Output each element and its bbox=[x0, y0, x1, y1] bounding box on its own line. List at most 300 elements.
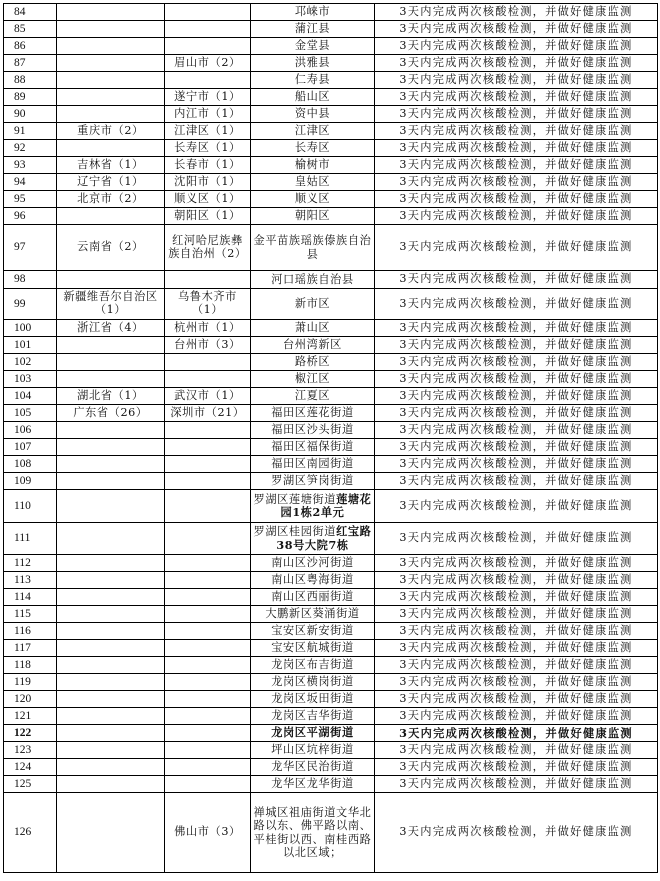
city-cell bbox=[165, 4, 251, 21]
district-cell-text: 罗湖区笋岗街道 bbox=[271, 474, 354, 488]
row-number-text: 86 bbox=[14, 39, 26, 52]
row-number bbox=[4, 589, 57, 606]
row-number-text: 103 bbox=[14, 372, 32, 385]
district-cell bbox=[251, 674, 375, 691]
city-cell-text: 武汉市（1） bbox=[174, 388, 241, 402]
measure-cell-text: 3天内完成两次核酸检测，并做好健康监测 bbox=[399, 272, 633, 286]
city-cell-text: 红河哈尼族彝族自治州（2） bbox=[168, 233, 247, 260]
city-cell bbox=[165, 225, 251, 271]
district-cell bbox=[251, 606, 375, 623]
district-cell bbox=[251, 320, 375, 337]
row-number bbox=[4, 157, 57, 174]
city-cell bbox=[165, 555, 251, 572]
row-number-text: 100 bbox=[14, 321, 32, 334]
measure-cell-text: 3天内完成两次核酸检测，并做好健康监测 bbox=[399, 572, 633, 586]
measure-cell bbox=[375, 640, 658, 657]
district-cell-text: 禅城区祖庙街道文华北路以东、佛平路以南、平桂街以西、南桂西路以北区域； bbox=[253, 805, 372, 859]
province-cell-text: 湖北省（1） bbox=[77, 388, 144, 402]
city-cell-text: 杭州市（1） bbox=[174, 320, 241, 334]
city-cell bbox=[165, 606, 251, 623]
row-number-text: 122 bbox=[14, 726, 32, 739]
province-cell bbox=[57, 725, 165, 742]
measure-cell bbox=[375, 55, 658, 72]
city-cell bbox=[165, 473, 251, 490]
row-number bbox=[4, 674, 57, 691]
row-number-text: 99 bbox=[14, 297, 26, 310]
table-row bbox=[4, 422, 658, 439]
province-cell bbox=[57, 708, 165, 725]
province-cell bbox=[57, 354, 165, 371]
measure-cell-text: 3天内完成两次核酸检测，并做好健康监测 bbox=[399, 691, 633, 705]
table-row bbox=[4, 674, 658, 691]
city-cell bbox=[165, 725, 251, 742]
district-cell bbox=[251, 793, 375, 873]
table-row bbox=[4, 606, 658, 623]
province-cell-text: 吉林省（1） bbox=[77, 157, 144, 171]
measure-cell bbox=[375, 523, 658, 555]
measure-cell bbox=[375, 422, 658, 439]
measure-cell bbox=[375, 89, 658, 106]
city-cell bbox=[165, 490, 251, 523]
measure-cell-text: 3天内完成两次核酸检测，并做好健康监测 bbox=[399, 371, 633, 385]
row-number bbox=[4, 422, 57, 439]
measure-cell-text: 3天内完成两次核酸检测，并做好健康监测 bbox=[399, 320, 633, 334]
city-cell bbox=[165, 289, 251, 320]
measure-cell-text: 3天内完成两次核酸检测，并做好健康监测 bbox=[399, 106, 633, 120]
row-number-text: 102 bbox=[14, 355, 32, 368]
district-cell-text: 萧山区 bbox=[294, 321, 331, 335]
city-cell bbox=[165, 456, 251, 473]
measure-cell bbox=[375, 742, 658, 759]
province-cell-text: 辽宁省（1） bbox=[77, 174, 144, 188]
row-number bbox=[4, 742, 57, 759]
district-cell bbox=[251, 422, 375, 439]
city-cell bbox=[165, 708, 251, 725]
district-cell-text: 龙岗区横岗街道 bbox=[271, 675, 354, 689]
district-cell-text: 皇姑区 bbox=[294, 175, 331, 189]
table-row bbox=[4, 157, 658, 174]
row-number-text: 106 bbox=[14, 423, 32, 436]
measure-cell bbox=[375, 320, 658, 337]
table-row bbox=[4, 388, 658, 405]
measure-cell bbox=[375, 354, 658, 371]
district-cell-text: 船山区 bbox=[294, 90, 331, 104]
city-cell bbox=[165, 523, 251, 555]
district-cell bbox=[251, 405, 375, 422]
row-number bbox=[4, 271, 57, 289]
table-row bbox=[4, 490, 658, 523]
measure-cell-text: 3天内完成两次核酸检测，并做好健康监测 bbox=[399, 725, 633, 740]
table-row bbox=[4, 289, 658, 320]
province-cell bbox=[57, 191, 165, 208]
province-cell bbox=[57, 106, 165, 123]
measure-cell-text: 3天内完成两次核酸检测，并做好健康监测 bbox=[399, 759, 633, 773]
measure-cell-text: 3天内完成两次核酸检测，并做好健康监测 bbox=[399, 89, 633, 103]
row-number-text: 109 bbox=[14, 474, 32, 487]
measure-cell bbox=[375, 691, 658, 708]
measure-cell-text: 3天内完成两次核酸检测，并做好健康监测 bbox=[399, 708, 633, 722]
measure-cell-text: 3天内完成两次核酸检测，并做好健康监测 bbox=[399, 191, 633, 205]
table-row bbox=[4, 589, 658, 606]
city-cell bbox=[165, 89, 251, 106]
measure-cell-text: 3天内完成两次核酸检测，并做好健康监测 bbox=[399, 657, 633, 671]
city-cell bbox=[165, 674, 251, 691]
district-cell-text: 南山区粤海街道 bbox=[271, 573, 354, 587]
province-cell bbox=[57, 225, 165, 271]
row-number-text: 123 bbox=[14, 743, 32, 756]
row-number-text: 93 bbox=[14, 158, 26, 171]
table-row bbox=[4, 708, 658, 725]
measure-cell bbox=[375, 140, 658, 157]
measure-cell-text: 3天内完成两次核酸检测，并做好健康监测 bbox=[399, 140, 633, 154]
city-cell bbox=[165, 271, 251, 289]
city-cell-text: 乌鲁木齐市（1） bbox=[178, 290, 237, 316]
province-cell bbox=[57, 337, 165, 354]
table-row bbox=[4, 657, 658, 674]
province-cell bbox=[57, 456, 165, 473]
district-cell-text: 江夏区 bbox=[294, 389, 331, 403]
province-cell bbox=[57, 208, 165, 225]
district-cell-text: 朝阳区 bbox=[294, 209, 331, 223]
measure-cell-text: 3天内完成两次核酸检测，并做好健康监测 bbox=[399, 674, 633, 688]
province-cell-text: 重庆市（2） bbox=[77, 123, 144, 137]
district-cell-text: 宝安区新安街道 bbox=[271, 624, 354, 638]
province-cell-text: 云南省（2） bbox=[77, 240, 144, 254]
district-cell-text: 台州湾新区 bbox=[283, 338, 342, 352]
measure-cell bbox=[375, 572, 658, 589]
row-number bbox=[4, 140, 57, 157]
measure-cell-text: 3天内完成两次核酸检测，并做好健康监测 bbox=[399, 531, 633, 545]
measure-cell-text: 3天内完成两次核酸检测，并做好健康监测 bbox=[399, 422, 633, 436]
table-row bbox=[4, 55, 658, 72]
row-number bbox=[4, 72, 57, 89]
measure-cell-text: 3天内完成两次核酸检测，并做好健康监测 bbox=[399, 72, 633, 86]
city-cell bbox=[165, 191, 251, 208]
province-cell bbox=[57, 572, 165, 589]
city-cell bbox=[165, 776, 251, 793]
row-number-text: 114 bbox=[14, 590, 31, 603]
row-number-text: 112 bbox=[14, 556, 31, 569]
district-cell-text: 龙岗区坂田街道 bbox=[271, 692, 354, 706]
table-row bbox=[4, 793, 658, 873]
measure-cell-text: 3天内完成两次核酸检测，并做好健康监测 bbox=[399, 208, 633, 222]
province-cell bbox=[57, 388, 165, 405]
measure-cell bbox=[375, 555, 658, 572]
row-number bbox=[4, 208, 57, 225]
row-number-text: 98 bbox=[14, 273, 26, 286]
table-row bbox=[4, 405, 658, 422]
measure-cell bbox=[375, 123, 658, 140]
table-row bbox=[4, 776, 658, 793]
measure-cell bbox=[375, 759, 658, 776]
measure-cell-text: 3天内完成两次核酸检测，并做好健康监测 bbox=[399, 4, 633, 18]
measure-cell-text: 3天内完成两次核酸检测，并做好健康监测 bbox=[399, 354, 633, 368]
district-cell-text: 邛崃市 bbox=[294, 5, 331, 19]
city-cell bbox=[165, 439, 251, 456]
measure-cell-text: 3天内完成两次核酸检测，并做好健康监测 bbox=[399, 240, 633, 254]
risk-area-table bbox=[3, 3, 658, 873]
province-cell bbox=[57, 4, 165, 21]
row-number-text: 105 bbox=[14, 406, 32, 419]
city-cell bbox=[165, 140, 251, 157]
city-cell bbox=[165, 572, 251, 589]
province-cell bbox=[57, 742, 165, 759]
district-cell bbox=[251, 623, 375, 640]
row-number bbox=[4, 320, 57, 337]
province-cell-text: 新疆维吾尔自治区（1） bbox=[63, 290, 158, 316]
city-cell bbox=[165, 388, 251, 405]
district-cell bbox=[251, 225, 375, 271]
row-number bbox=[4, 174, 57, 191]
measure-cell-text: 3天内完成两次核酸检测，并做好健康监测 bbox=[399, 405, 633, 419]
row-number bbox=[4, 21, 57, 38]
measure-cell bbox=[375, 657, 658, 674]
row-number-text: 111 bbox=[14, 532, 31, 545]
city-cell bbox=[165, 320, 251, 337]
row-number-text: 113 bbox=[14, 573, 31, 586]
district-cell-text: 福田区沙头街道 bbox=[271, 423, 354, 437]
district-cell-text: 福田区南园街道 bbox=[271, 457, 354, 471]
city-cell-text: 沈阳市（1） bbox=[174, 174, 241, 188]
city-cell bbox=[165, 174, 251, 191]
province-cell bbox=[57, 89, 165, 106]
row-number bbox=[4, 708, 57, 725]
measure-cell bbox=[375, 225, 658, 271]
district-cell bbox=[251, 55, 375, 72]
table-row bbox=[4, 623, 658, 640]
district-cell-text: 坪山区坑梓街道 bbox=[271, 743, 354, 757]
city-cell-text: 长春市（1） bbox=[174, 157, 241, 171]
district-cell-text: 龙岗区吉华街道 bbox=[271, 709, 354, 723]
row-number bbox=[4, 439, 57, 456]
city-cell-text: 遂宁市（1） bbox=[174, 89, 241, 103]
table-row bbox=[4, 555, 658, 572]
table-row bbox=[4, 742, 658, 759]
row-number bbox=[4, 89, 57, 106]
city-cell bbox=[165, 422, 251, 439]
district-cell bbox=[251, 21, 375, 38]
district-cell-text: 仁寿县 bbox=[294, 73, 331, 87]
district-cell bbox=[251, 776, 375, 793]
province-cell bbox=[57, 140, 165, 157]
row-number-text: 116 bbox=[14, 624, 31, 637]
city-cell-text: 台州市（3） bbox=[174, 337, 241, 351]
table-row bbox=[4, 140, 658, 157]
measure-cell-text: 3天内完成两次核酸检测，并做好健康监测 bbox=[399, 337, 633, 351]
measure-cell bbox=[375, 72, 658, 89]
row-number-text: 125 bbox=[14, 777, 32, 790]
row-number bbox=[4, 456, 57, 473]
row-number bbox=[4, 490, 57, 523]
district-cell bbox=[251, 271, 375, 289]
district-cell-text: 罗湖区莲塘街道 bbox=[253, 492, 337, 506]
city-cell-text: 内江市（1） bbox=[174, 106, 241, 120]
city-cell bbox=[165, 623, 251, 640]
province-cell bbox=[57, 405, 165, 422]
district-cell bbox=[251, 337, 375, 354]
measure-cell-text: 3天内完成两次核酸检测，并做好健康监测 bbox=[399, 55, 633, 69]
table-row bbox=[4, 21, 658, 38]
city-cell-text: 眉山市（2） bbox=[174, 55, 241, 69]
district-cell-text: 金平苗族瑶族傣族自治县 bbox=[253, 234, 372, 261]
province-cell bbox=[57, 640, 165, 657]
city-cell bbox=[165, 38, 251, 55]
row-number-text: 104 bbox=[14, 389, 32, 402]
row-number bbox=[4, 793, 57, 873]
province-cell bbox=[57, 123, 165, 140]
measure-cell-text: 3天内完成两次核酸检测，并做好健康监测 bbox=[399, 157, 633, 171]
district-cell bbox=[251, 123, 375, 140]
city-cell bbox=[165, 157, 251, 174]
row-number bbox=[4, 38, 57, 55]
city-cell-text: 佛山市（3） bbox=[174, 825, 241, 839]
district-cell-text: 长寿区 bbox=[294, 141, 331, 155]
city-cell bbox=[165, 354, 251, 371]
measure-cell bbox=[375, 405, 658, 422]
measure-cell bbox=[375, 490, 658, 523]
table-row bbox=[4, 4, 658, 21]
city-cell bbox=[165, 72, 251, 89]
district-cell-text: 榆树市 bbox=[294, 158, 331, 172]
row-number bbox=[4, 191, 57, 208]
measure-cell bbox=[375, 106, 658, 123]
province-cell bbox=[57, 271, 165, 289]
measure-cell bbox=[375, 725, 658, 742]
measure-cell bbox=[375, 473, 658, 490]
district-cell-text: 新市区 bbox=[294, 297, 331, 311]
table-row bbox=[4, 473, 658, 490]
province-cell bbox=[57, 589, 165, 606]
city-cell bbox=[165, 759, 251, 776]
province-cell bbox=[57, 674, 165, 691]
district-cell bbox=[251, 89, 375, 106]
row-number-text: 92 bbox=[14, 141, 26, 154]
district-cell bbox=[251, 439, 375, 456]
measure-cell-text: 3天内完成两次核酸检测，并做好健康监测 bbox=[399, 623, 633, 637]
city-cell bbox=[165, 371, 251, 388]
table-row bbox=[4, 208, 658, 225]
row-number bbox=[4, 725, 57, 742]
district-cell bbox=[251, 106, 375, 123]
row-number-text: 85 bbox=[14, 22, 26, 35]
city-cell bbox=[165, 337, 251, 354]
city-cell-text: 朝阳区（1） bbox=[174, 208, 241, 222]
table-row bbox=[4, 640, 658, 657]
district-cell bbox=[251, 708, 375, 725]
measure-cell-text: 3天内完成两次核酸检测，并做好健康监测 bbox=[399, 606, 633, 620]
district-cell-text: 路桥区 bbox=[294, 355, 331, 369]
province-cell-text: 浙江省（4） bbox=[77, 320, 144, 334]
measure-cell bbox=[375, 174, 658, 191]
table-row bbox=[4, 354, 658, 371]
measure-cell-text: 3天内完成两次核酸检测，并做好健康监测 bbox=[399, 473, 633, 487]
measure-cell-text: 3天内完成两次核酸检测，并做好健康监测 bbox=[399, 555, 633, 569]
district-cell bbox=[251, 174, 375, 191]
province-cell bbox=[57, 793, 165, 873]
district-cell-text: 罗湖区桂园街道 bbox=[253, 525, 337, 538]
province-cell bbox=[57, 776, 165, 793]
district-cell-text: 资中县 bbox=[294, 107, 331, 121]
row-number-text: 121 bbox=[14, 709, 32, 722]
district-cell-text: 龙岗区布吉街道 bbox=[271, 658, 354, 672]
district-cell-text: 椒江区 bbox=[294, 372, 331, 386]
province-cell bbox=[57, 174, 165, 191]
city-cell bbox=[165, 55, 251, 72]
row-number bbox=[4, 405, 57, 422]
province-cell bbox=[57, 320, 165, 337]
province-cell bbox=[57, 606, 165, 623]
district-cell bbox=[251, 289, 375, 320]
district-detail-bold: 莲塘花园1栋2单元 bbox=[280, 491, 372, 519]
measure-cell bbox=[375, 776, 658, 793]
district-cell-text: 金堂县 bbox=[294, 39, 331, 53]
measure-cell-text: 3天内完成两次核酸检测，并做好健康监测 bbox=[399, 21, 633, 35]
row-number bbox=[4, 523, 57, 555]
table-row bbox=[4, 271, 658, 289]
city-cell bbox=[165, 691, 251, 708]
measure-cell-text: 3天内完成两次核酸检测，并做好健康监测 bbox=[399, 388, 633, 402]
city-cell bbox=[165, 793, 251, 873]
row-number-text: 108 bbox=[14, 457, 32, 470]
table-row bbox=[4, 320, 658, 337]
row-number-text: 88 bbox=[14, 73, 26, 86]
district-cell-text: 蒲江县 bbox=[294, 22, 331, 36]
district-cell bbox=[251, 759, 375, 776]
district-cell bbox=[251, 572, 375, 589]
province-cell bbox=[57, 21, 165, 38]
row-number bbox=[4, 4, 57, 21]
province-cell bbox=[57, 523, 165, 555]
city-cell-text: 深圳市（21） bbox=[170, 405, 245, 419]
row-number-text: 124 bbox=[14, 760, 32, 773]
city-cell bbox=[165, 742, 251, 759]
table-row bbox=[4, 72, 658, 89]
table-row bbox=[4, 523, 658, 555]
district-cell bbox=[251, 691, 375, 708]
province-cell bbox=[57, 473, 165, 490]
row-number-text: 117 bbox=[14, 641, 31, 654]
district-cell bbox=[251, 473, 375, 490]
district-cell bbox=[251, 742, 375, 759]
table-row bbox=[4, 759, 658, 776]
city-cell-text: 顺义区（1） bbox=[174, 191, 241, 205]
province-cell-text: 广东省（26） bbox=[73, 405, 148, 419]
measure-cell bbox=[375, 793, 658, 873]
row-number bbox=[4, 473, 57, 490]
row-number bbox=[4, 691, 57, 708]
row-number bbox=[4, 388, 57, 405]
province-cell bbox=[57, 623, 165, 640]
table-row bbox=[4, 456, 658, 473]
province-cell bbox=[57, 55, 165, 72]
table-row bbox=[4, 123, 658, 140]
table-row bbox=[4, 106, 658, 123]
row-number-text: 107 bbox=[14, 440, 32, 453]
measure-cell bbox=[375, 337, 658, 354]
district-cell-text: 江津区 bbox=[294, 124, 331, 138]
measure-cell-text: 3天内完成两次核酸检测，并做好健康监测 bbox=[399, 742, 633, 756]
table-row bbox=[4, 38, 658, 55]
risk-area-table-body bbox=[4, 4, 658, 873]
city-cell bbox=[165, 405, 251, 422]
district-cell bbox=[251, 157, 375, 174]
district-cell-text: 大鹏新区葵涌街道 bbox=[265, 607, 360, 621]
row-number-text: 101 bbox=[14, 338, 32, 351]
row-number bbox=[4, 623, 57, 640]
district-cell-text: 宝安区航城街道 bbox=[271, 641, 354, 655]
row-number-text: 84 bbox=[14, 5, 26, 18]
row-number-text: 110 bbox=[14, 499, 31, 512]
